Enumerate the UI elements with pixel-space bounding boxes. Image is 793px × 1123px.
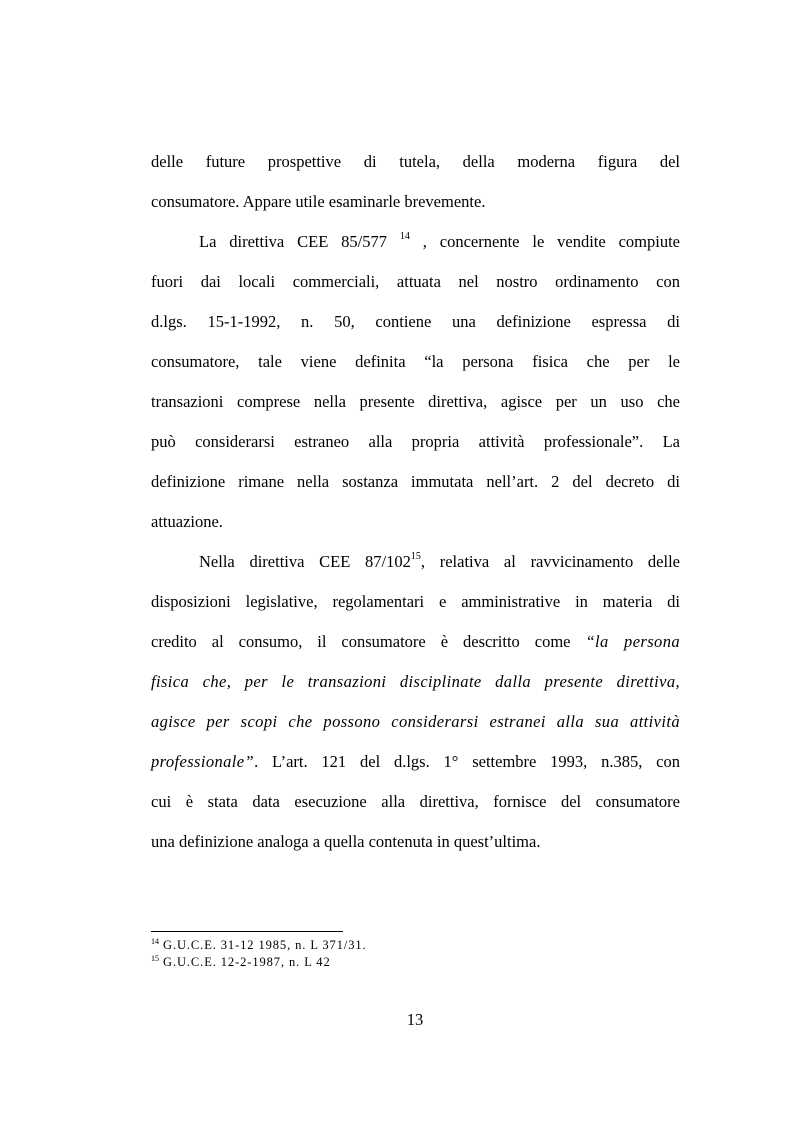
paragraph-3-line-6	[151, 752, 680, 772]
paragraph-2-line-1-rest: , concernente le vendite compiute	[409, 232, 680, 251]
quotation-start: “la persona	[585, 632, 681, 651]
paragraph-2-line-1	[199, 232, 680, 252]
paragraph-3-line-6-text: . L’art. 121 del d.lgs. 1° settembre 1993, n.385, con	[254, 752, 680, 771]
paragraph-2-line-7: definizione rimane nella sostanza immutata nell’art. 2 del decreto di	[151, 472, 680, 491]
paragraph-3-line-3-text: credito al consumo, il consumatore è descritto come	[151, 632, 586, 651]
paragraph-3-line-1	[199, 552, 680, 572]
paragraph-3-line-5: agisce per scopi che possono considerarsi estranei alla sua attività	[151, 712, 680, 731]
paragraph-1-line-2: consumatore. Appare utile esaminarle brevemente.	[151, 192, 486, 211]
page-number: 13	[406, 1010, 424, 1029]
footnote-ref-14: 14	[399, 231, 410, 242]
footnote-15-number: 15	[151, 954, 159, 963]
footnote-14	[151, 938, 367, 953]
footnote-ref-15: 15	[410, 551, 421, 562]
paragraph-3-line-1-text: Nella direttiva CEE 87/102	[199, 552, 411, 571]
paragraph-2-line-1-text: La direttiva CEE 85/577	[199, 232, 400, 251]
paragraph-2-line-3: d.lgs. 15-1-1992, n. 50, contiene una definizione espressa di	[151, 312, 680, 331]
paragraph-2-line-5: transazioni comprese nella presente direttiva, agisce per un uso che	[151, 392, 680, 411]
paragraph-2-line-4: consumatore, tale viene definita “la persona fisica che per le	[151, 352, 680, 371]
footnote-14-text: G.U.C.E. 31-12 1985, n. L 371/31.	[159, 938, 367, 952]
paragraph-1-line-1: delle future prospettive di tutela, della moderna figura del	[151, 152, 680, 171]
footnote-14-number: 14	[151, 937, 159, 946]
paragraph-3-line-3	[151, 632, 680, 652]
paragraph-2-line-8: attuazione.	[151, 512, 223, 531]
paragraph-2-line-6: può considerarsi estraneo alla propria attività professionale”. La	[151, 432, 680, 451]
paragraph-3-line-2: disposizioni legislative, regolamentari e amministrative in materia di	[151, 592, 680, 611]
paragraph-2-line-2: fuori dai locali commerciali, attuata nel nostro ordinamento con	[151, 272, 680, 291]
quotation-end: professionale”	[151, 752, 255, 771]
footnote-separator	[151, 931, 343, 932]
footnote-15-text: G.U.C.E. 12-2-1987, n. L 42	[159, 955, 331, 969]
paragraph-3-line-1-rest: , relativa al ravvicinamento delle	[420, 552, 680, 571]
paragraph-3-line-4: fisica che, per le transazioni disciplinate dalla presente direttiva,	[151, 672, 680, 691]
paragraph-3-line-8: una definizione analoga a quella contenuta in quest’ultima.	[151, 832, 541, 851]
paragraph-3-line-7: cui è stata data esecuzione alla direttiva, fornisce del consumatore	[151, 792, 680, 811]
footnote-15	[151, 955, 331, 970]
